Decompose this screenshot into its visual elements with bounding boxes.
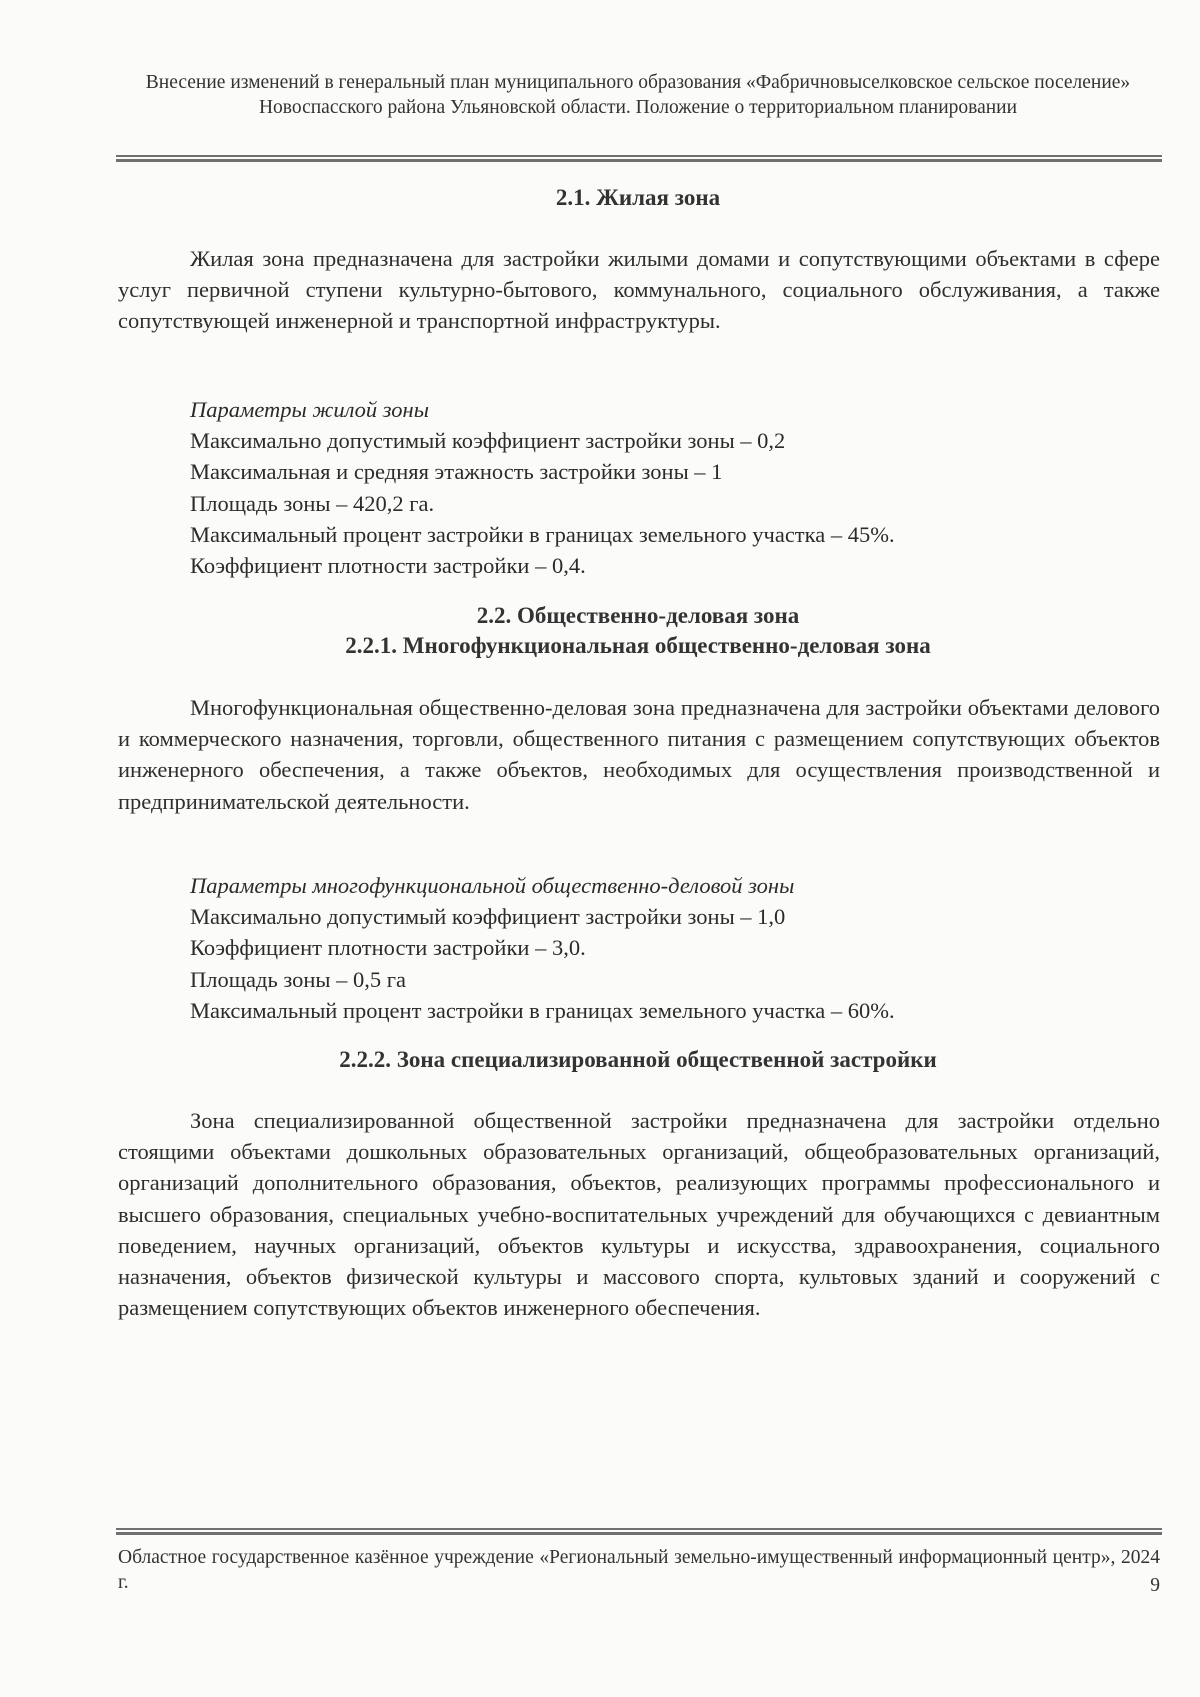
business-parameters (190, 870, 1150, 1026)
parameter-line: Площадь зоны – 420,2 га. (190, 490, 435, 516)
document-header: Внесение изменений в генеральный план муниципального образования «Фабричновыселковское сельское поселение» Новоспасского района Ульяновской области. Положение о территориальном планировании (145, 72, 1131, 118)
header-divider (116, 155, 1162, 162)
business-parameters-title: Параметры многофункциональной общественно-деловой зоны (190, 873, 795, 898)
residential-zone-description: Жилая зона предназначена для застройки жилыми домами и сопутствующими объектами в сфере услуг первичной ступени культурно-бытового, коммунального, социального обслуживания, а также сопутствующей инженерной и транспортной инфраструктуры. (118, 246, 1160, 334)
parameter-line: Максимальный процент застройки в границах земельного участка – 45%. (190, 521, 895, 547)
subsection-heading-multifunctional: 2.2.1. Многофункциональная общественно-деловая зона (345, 633, 931, 658)
parameter-line: Коэффициент плотности застройки – 0,4. (190, 553, 586, 579)
specialized-zone-description: Зона специализированной общественной застройки предназначена для застройки отдельно стоящими объектами дошкольных образовательных организаций, общеобразовательных организаций, организаций дополнительного образования, объектов, реализующих программы профессионального и высшего образования, специальных учебно-воспитательных учреждений для обучающихся с девиантным поведением, научных организаций, объектов культуры и искусства, здравоохранения, социального назначения, объектов физической культуры и массового спорта, культовых зданий и сооружений с размещением сопутствующих объектов инженерного обеспечения. (118, 1108, 1160, 1321)
parameter-line: Максимально допустимый коэффициент застройки зоны – 0,2 (190, 428, 786, 454)
parameter-line: Максимальная и средняя этажность застройки зоны – 1 (190, 459, 723, 485)
subsection-heading-specialized: 2.2.2. Зона специализированной общественной застройки (339, 1047, 937, 1072)
document-footer: Областное государственное казённое учреждение «Региональный земельно-имущественный информационный центр», 2024 г. (118, 1547, 1160, 1593)
parameter-line: Коэффициент плотности застройки – 3,0. (190, 935, 586, 961)
footer-divider (116, 1528, 1162, 1535)
page-number: 9 (1150, 1575, 1160, 1596)
residential-parameters (190, 394, 1150, 581)
parameter-line: Площадь зоны – 0,5 га (190, 966, 407, 992)
parameter-line: Максимально допустимый коэффициент застройки зоны – 1,0 (190, 904, 786, 930)
section-heading-residential: 2.1. Жилая зона (555, 185, 721, 210)
business-zone-description: Многофункциональная общественно-деловая зона предназначена для застройки объектами делового и коммерческого назначения, торговли, общественного питания с размещением сопутствующих объектов инженерного обеспечения, а также объектов, необходимых для осуществления производственной и предпринимательской деятельности. (118, 695, 1160, 814)
residential-parameters-title: Параметры жилой зоны (190, 397, 429, 422)
parameter-line: Максимальный процент застройки в границах земельного участка – 60%. (190, 997, 895, 1023)
section-heading-business: 2.2. Общественно-деловая зона (476, 603, 800, 628)
